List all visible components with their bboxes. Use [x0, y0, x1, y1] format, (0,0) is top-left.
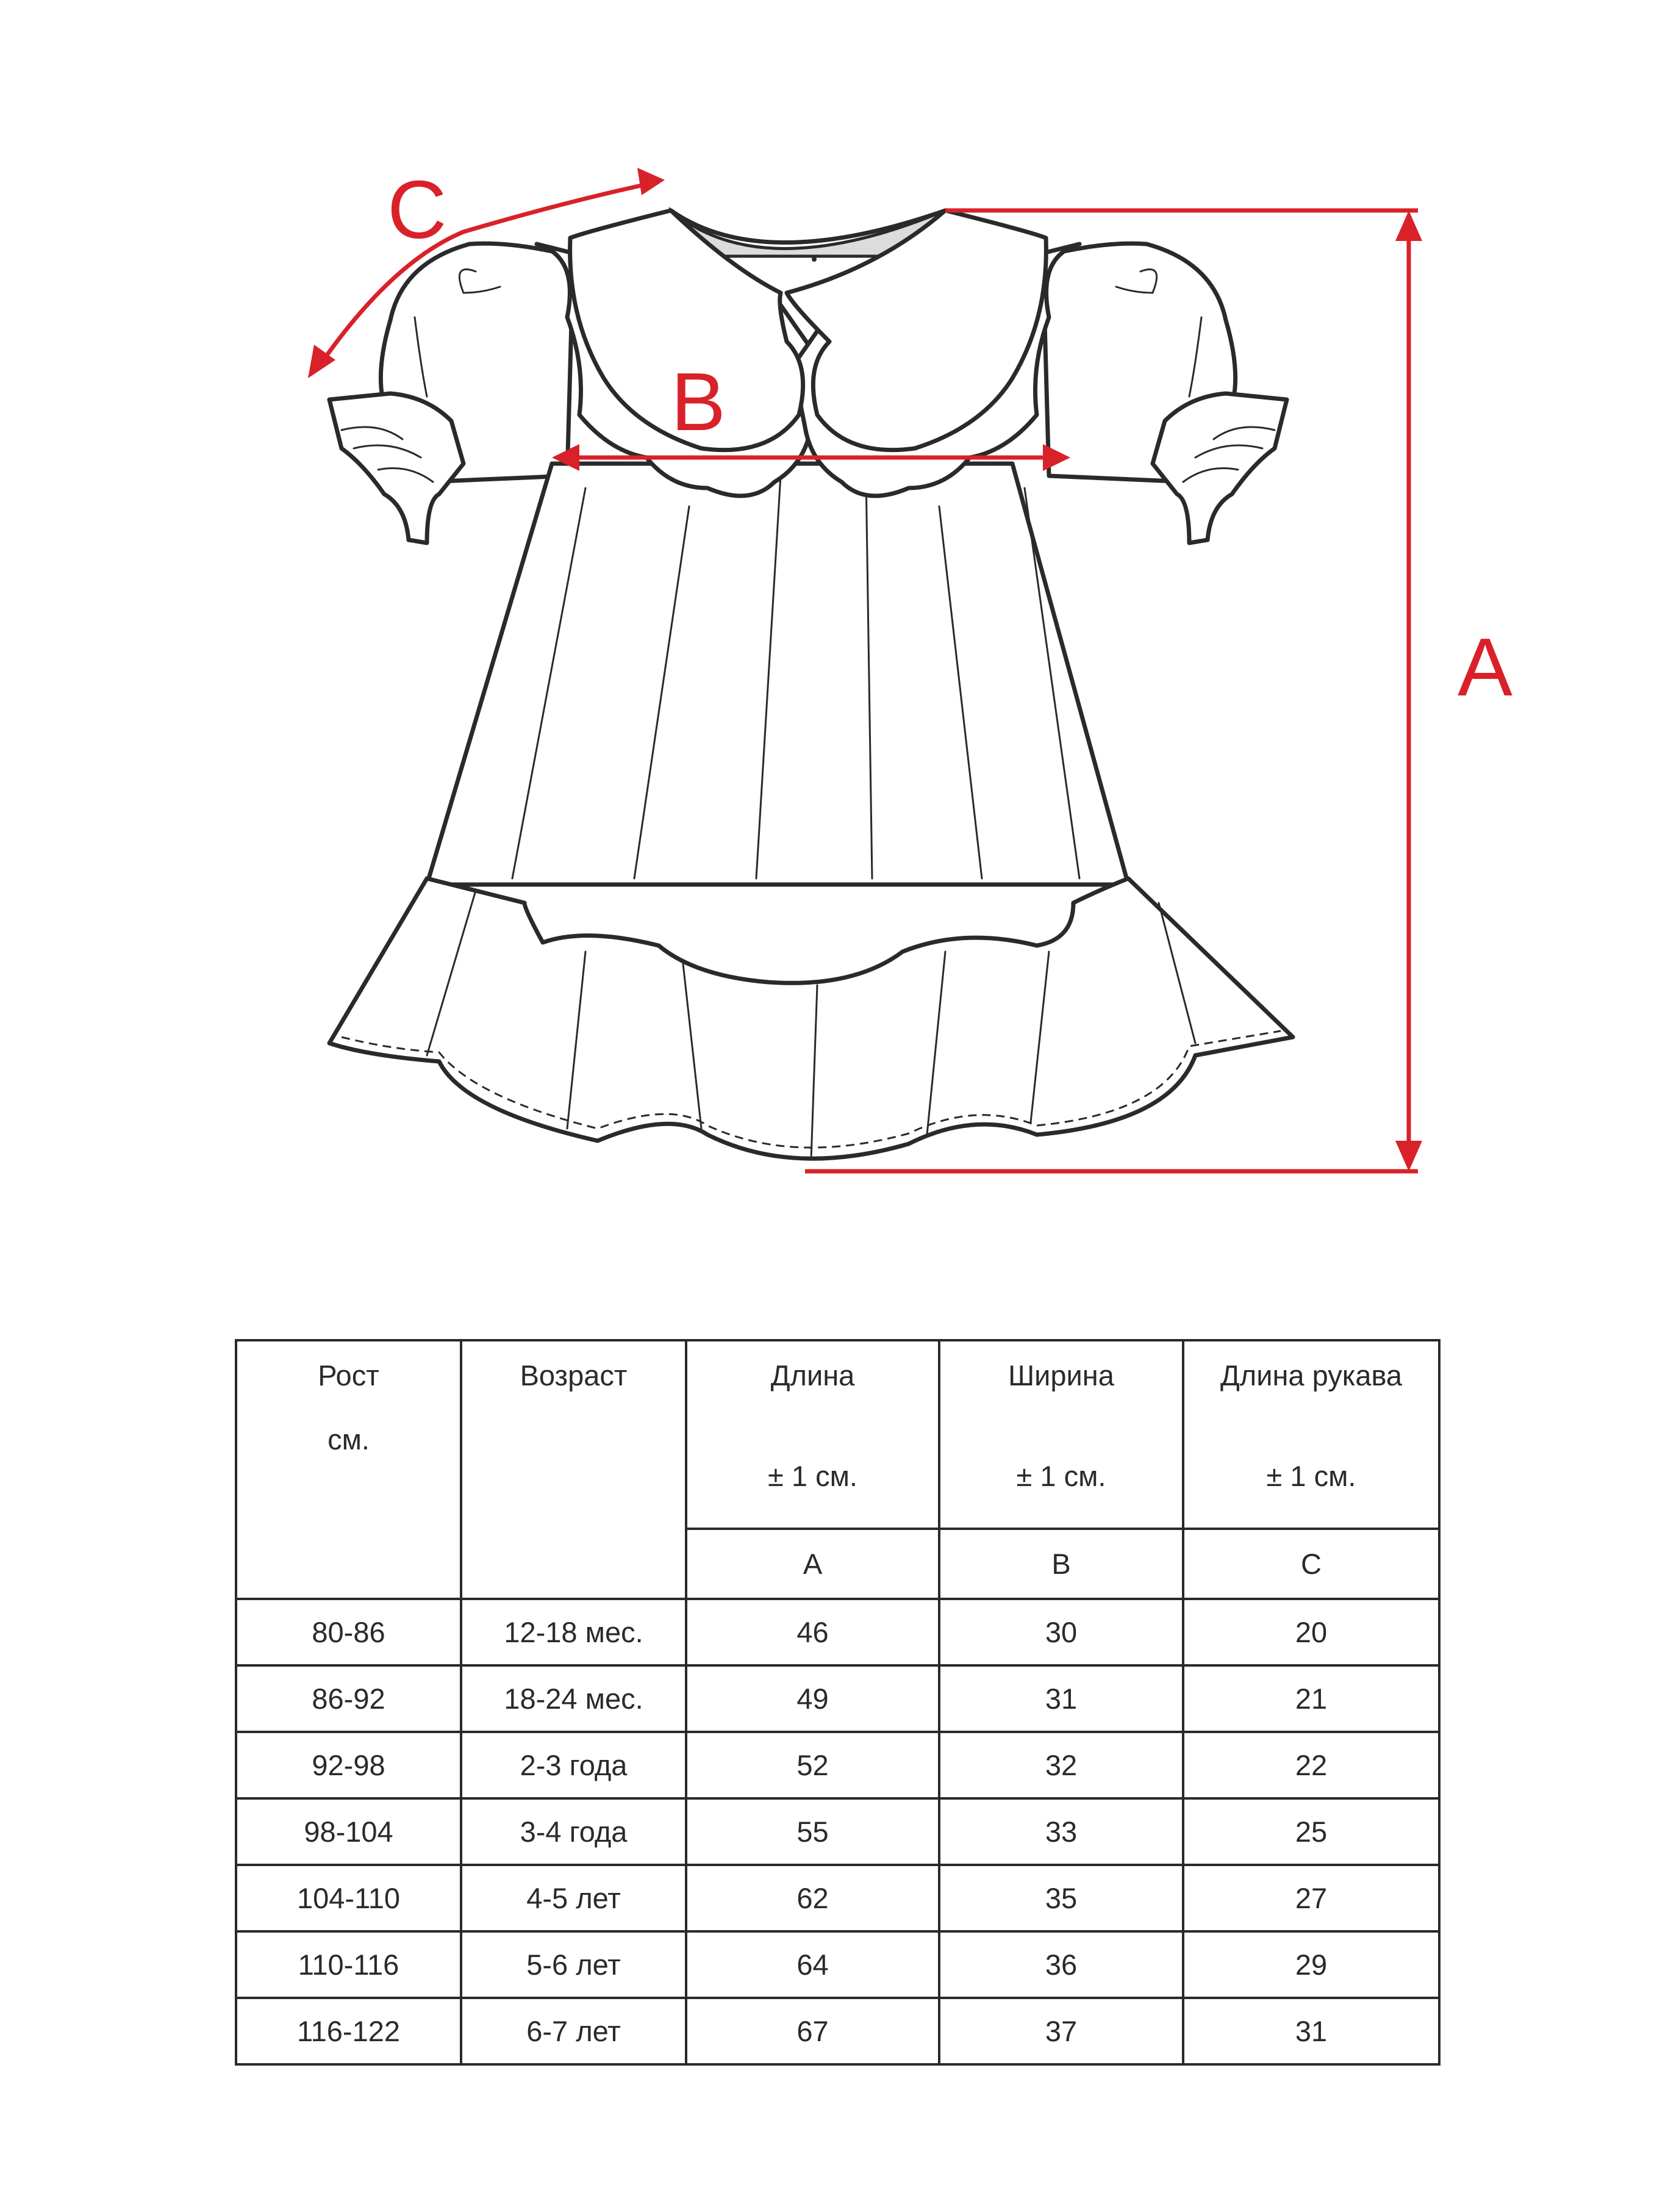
dimension-b-label: B — [671, 356, 726, 448]
cell-sleeve: 29 — [1183, 1931, 1439, 1998]
cell-sleeve: 31 — [1183, 1998, 1439, 2064]
cell-height: 110-116 — [236, 1931, 461, 1998]
cell-width: 33 — [939, 1798, 1183, 1865]
cell-width: 32 — [939, 1732, 1183, 1798]
cell-age: 18-24 мес. — [461, 1665, 686, 1732]
table-row — [236, 1931, 1439, 1998]
header-width: Ширина ± 1 см. — [939, 1340, 1183, 1529]
right-sleeve — [1043, 243, 1287, 543]
dimension-a-label: A — [1458, 621, 1513, 713]
cell-sleeve: 22 — [1183, 1732, 1439, 1798]
header-length: Длина ± 1 см. — [686, 1340, 939, 1529]
cell-age: 12-18 мес. — [461, 1599, 686, 1665]
header-letter-a: A — [686, 1529, 939, 1599]
cell-height: 116-122 — [236, 1998, 461, 2064]
table-row — [236, 1599, 1439, 1665]
table-row — [236, 1732, 1439, 1798]
cell-length: 67 — [686, 1998, 939, 2064]
cell-sleeve: 25 — [1183, 1798, 1439, 1865]
left-sleeve — [329, 243, 573, 543]
dimension-c-label: C — [387, 163, 447, 256]
cell-length: 62 — [686, 1865, 939, 1931]
cell-age: 4-5 лет — [461, 1865, 686, 1931]
header-height: Рост см. — [236, 1340, 461, 1599]
table-row — [236, 1665, 1439, 1732]
cell-length: 52 — [686, 1732, 939, 1798]
header-sleeve-length: Длина рукава ± 1 см. — [1183, 1340, 1439, 1529]
cell-age: 3-4 года — [461, 1798, 686, 1865]
cell-age: 6-7 лет — [461, 1998, 686, 2064]
table-row — [236, 1998, 1439, 2064]
cell-sleeve: 20 — [1183, 1599, 1439, 1665]
cell-sleeve: 21 — [1183, 1665, 1439, 1732]
cell-height: 104-110 — [236, 1865, 461, 1931]
dress-body — [427, 464, 1128, 885]
size-table — [235, 1339, 1440, 2066]
table-row — [236, 1798, 1439, 1865]
cell-width: 30 — [939, 1599, 1183, 1665]
cell-height: 86-92 — [236, 1665, 461, 1732]
cell-width: 35 — [939, 1865, 1183, 1931]
header-letter-b: B — [939, 1529, 1183, 1599]
cell-width: 36 — [939, 1931, 1183, 1998]
cell-length: 64 — [686, 1931, 939, 1998]
cell-width: 37 — [939, 1998, 1183, 2064]
cell-height: 92-98 — [236, 1732, 461, 1798]
cell-length: 55 — [686, 1798, 939, 1865]
cell-age: 2-3 года — [461, 1732, 686, 1798]
header-age: Возраст — [461, 1340, 686, 1599]
cell-height: 80-86 — [236, 1599, 461, 1665]
cell-height: 98-104 — [236, 1798, 461, 1865]
header-letter-c: C — [1183, 1529, 1439, 1599]
cell-age: 5-6 лет — [461, 1931, 686, 1998]
cell-sleeve: 27 — [1183, 1865, 1439, 1931]
cell-length: 49 — [686, 1665, 939, 1732]
table-row — [236, 1865, 1439, 1931]
skirt-flounce — [329, 878, 1293, 1159]
cell-width: 31 — [939, 1665, 1183, 1732]
cell-length: 46 — [686, 1599, 939, 1665]
